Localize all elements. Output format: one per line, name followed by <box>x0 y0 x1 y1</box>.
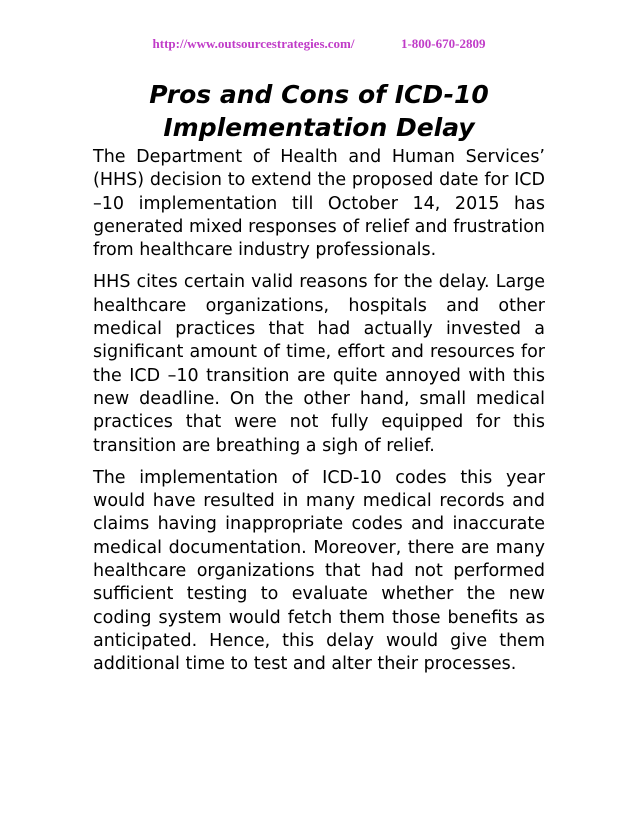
paragraph: The implementation of ICD-10 codes this year would have resulted in many medical records and claims having inappropriate codes and inaccurate medical documentation. Moreover, there are many healthcare organizations that had not performed sufficient testing to evaluate whether the new coding system would fetch them those benefits as anticipated. Hence, this delay would give them additional time to test and alter their processes. <box>93 467 545 675</box>
phone-number: 1-800-670-2809 <box>400 36 486 51</box>
paragraph: HHS cites certain valid reasons for the delay. Large healthcare organizations, hospitals and other medical practices that had actually invested a significant amount of time, effort and resources for the ICD –10 transition are quite annoyed with this new deadline. On the other hand, small medical practices that were not fully equipped for this transition are breathing a sigh of relief. <box>93 272 545 456</box>
website-link[interactable]: http://www.outsourcestrategies.com/ <box>152 36 355 51</box>
title-line-2: Implementation Delay <box>163 113 475 142</box>
page-title <box>93 78 545 144</box>
page-header <box>0 36 638 52</box>
title-line-1: Pros and Cons of ICD-10 <box>149 80 489 109</box>
paragraph: The Department of Health and Human Services’ (HHS) decision to extend the proposed date for ICD –10 implementation till October 14, 2015 has generated mixed responses of relief and frustration from healthcare industry professionals. <box>93 147 545 261</box>
article-body <box>93 146 545 686</box>
